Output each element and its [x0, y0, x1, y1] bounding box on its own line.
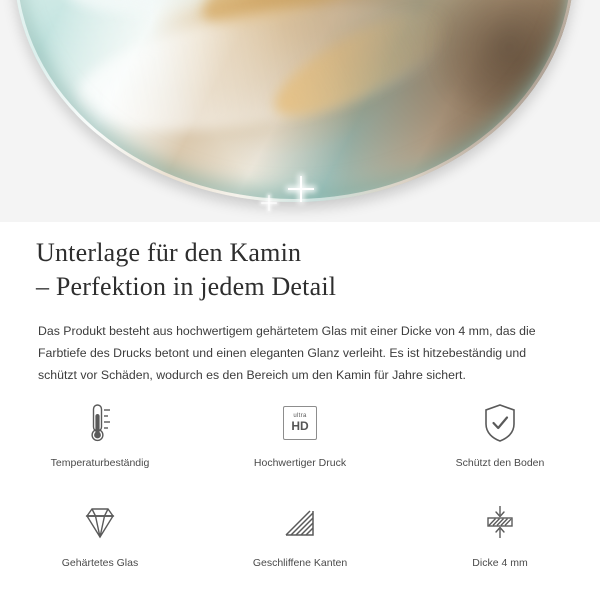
shield-check-icon: [404, 400, 596, 446]
feature-item-floor-protection: [400, 394, 600, 470]
description-paragraph: Das Produkt besteht aus hochwertigem gehärtetem Glas mit einer Dicke von 4 mm, das die Farbtiefe des Drucks betont und einen eleganten Glanz verleiht. Es ist hitzebeständig und schützt vor Schäden, wodurch es den Bereich um den Kamin für Jahre sichert.: [38, 324, 536, 382]
feature-label: Dicke 4 mm: [472, 557, 528, 569]
feature-row-2: [0, 494, 600, 570]
feature-item-high-quality-print: [200, 394, 400, 470]
feature-label: Hochwertiger Druck: [253, 457, 347, 469]
feature-item-polished-edges: [200, 494, 400, 570]
feature-row-1: [0, 394, 600, 470]
feature-item-thickness: [400, 494, 600, 570]
feature-label: Geschliffene Kanten: [252, 557, 348, 569]
page-title: [0, 222, 600, 304]
feature-label: Gehärtetes Glas: [61, 557, 139, 569]
headline-line-1: Unterlage für den Kamin: [36, 238, 302, 267]
thickness-arrows-icon: [404, 500, 596, 546]
ultra-hd-badge-icon: ultra HD: [204, 400, 396, 446]
hero-image: [0, 0, 600, 222]
feature-item-tempered-glass: [0, 494, 200, 570]
thermometer-icon: [4, 400, 196, 446]
feature-grid: [0, 394, 600, 570]
feature-label: Schützt den Boden: [455, 457, 545, 469]
headline-line-2: – Perfektion in jedem Detail: [36, 272, 337, 301]
polished-edges-icon: [204, 500, 396, 546]
description-content: [0, 222, 600, 386]
feature-label: Temperaturbeständig: [50, 457, 150, 469]
feature-item-temperature-resistant: [0, 394, 200, 470]
diamond-icon: [4, 500, 196, 546]
